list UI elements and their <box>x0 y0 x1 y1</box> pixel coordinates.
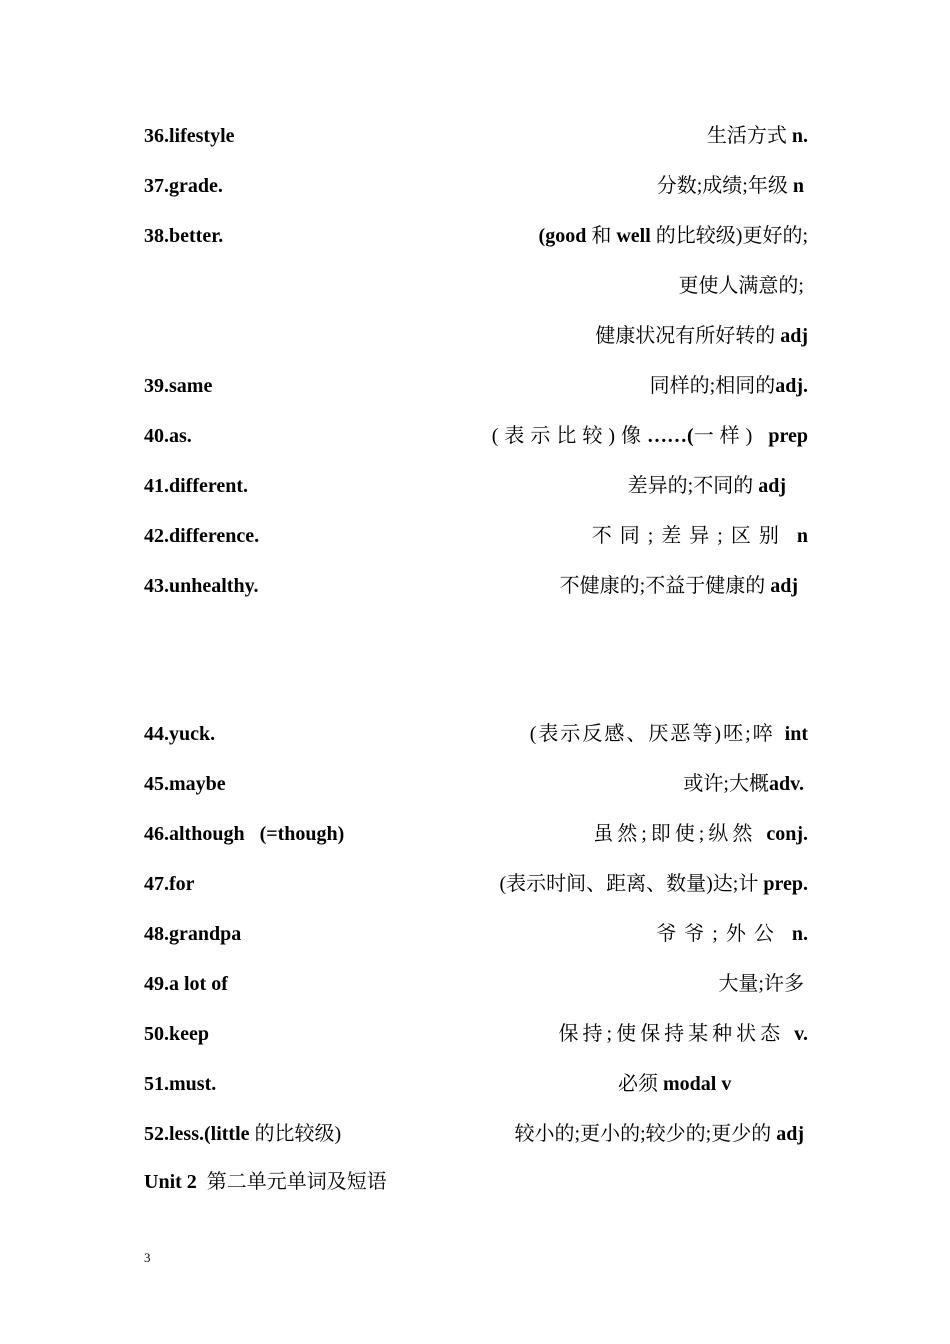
vocab-definition: 同样的;相同的adj. <box>649 375 808 397</box>
vocab-term: 44.yuck. <box>144 723 216 745</box>
vocab-definition: 分数;成绩;年级 n <box>656 175 804 197</box>
vocab-term: 43.unhealthy. <box>144 575 259 597</box>
vocab-definition: 不同;差异;区别 n <box>591 525 808 547</box>
vocab-entry <box>144 1119 808 1149</box>
vocab-entry <box>144 819 808 849</box>
vocab-term: 37.grade. <box>144 175 223 197</box>
vocab-definition: 生活方式 n. <box>706 125 808 147</box>
vocab-term: 47.for <box>144 873 195 895</box>
vocab-entry <box>144 769 808 799</box>
vocab-definition: 大量;许多 <box>718 973 804 995</box>
vocab-entry <box>144 869 808 899</box>
vocab-definition: 保持;使保持某种状态 v. <box>558 1023 808 1045</box>
vocab-term: 40.as. <box>144 425 192 447</box>
vocab-definition-continuation: 更使人满意的; <box>678 275 804 297</box>
vocab-definition: 不健康的;不益于健康的 adj <box>559 575 798 597</box>
vocab-entry <box>144 371 808 401</box>
vocab-entry <box>144 919 808 949</box>
vocab-term: 48.grandpa <box>144 923 242 945</box>
vocab-term: 50.keep <box>144 1023 209 1045</box>
vocab-entry <box>144 221 808 251</box>
vocab-definition: 虽然;即使;纵然 conj. <box>593 823 808 845</box>
vocab-term: 46.although (=though) <box>144 823 345 845</box>
vocab-definition: (表示时间、距离、数量)达;计 prep. <box>499 873 808 895</box>
vocab-entry <box>144 571 808 601</box>
vocab-definition: (表示比较)像……(一样) prep <box>491 425 808 447</box>
vocab-term: 52.less.(little 的比较级) <box>144 1123 342 1145</box>
vocab-definition: (good 和 well 的比较级)更好的; <box>538 225 808 247</box>
vocab-entry <box>144 471 808 501</box>
vocab-entry <box>144 719 808 749</box>
vocab-entry <box>144 171 808 201</box>
vocab-entry <box>144 521 808 551</box>
unit-heading: Unit 2 第二单元单词及短语 <box>144 1171 387 1193</box>
vocab-definition: 或许;大概adv. <box>683 773 804 795</box>
vocab-entry <box>144 421 808 451</box>
vocab-term: 42.difference. <box>144 525 260 547</box>
vocab-term: 49.a lot of <box>144 973 228 995</box>
vocab-definition: 差异的;不同的 adj <box>627 475 786 497</box>
vocab-definition-continuation: 健康状况有所好转的 adj <box>595 325 808 347</box>
vocab-entry <box>144 121 808 151</box>
vocab-entry <box>144 1019 808 1049</box>
vocab-term: 41.different. <box>144 475 249 497</box>
vocab-definition: 爷爷;外公 n. <box>656 923 808 945</box>
vocab-term: 36.lifestyle <box>144 125 235 147</box>
vocab-definition: 较小的;更小的;较少的;更少的 adj <box>514 1123 804 1145</box>
vocab-definition: (表示反感、厌恶等)呸;啐 int <box>529 723 808 745</box>
vocab-entry <box>144 969 808 999</box>
vocab-term: 39.same <box>144 375 213 397</box>
vocab-entry <box>144 1069 808 1099</box>
vocab-term: 38.better. <box>144 225 224 247</box>
page-number: 3 <box>144 1250 151 1265</box>
vocab-term: 45.maybe <box>144 773 226 795</box>
vocab-definition: 必须 modal v <box>618 1073 732 1095</box>
vocab-term: 51.must. <box>144 1073 217 1095</box>
